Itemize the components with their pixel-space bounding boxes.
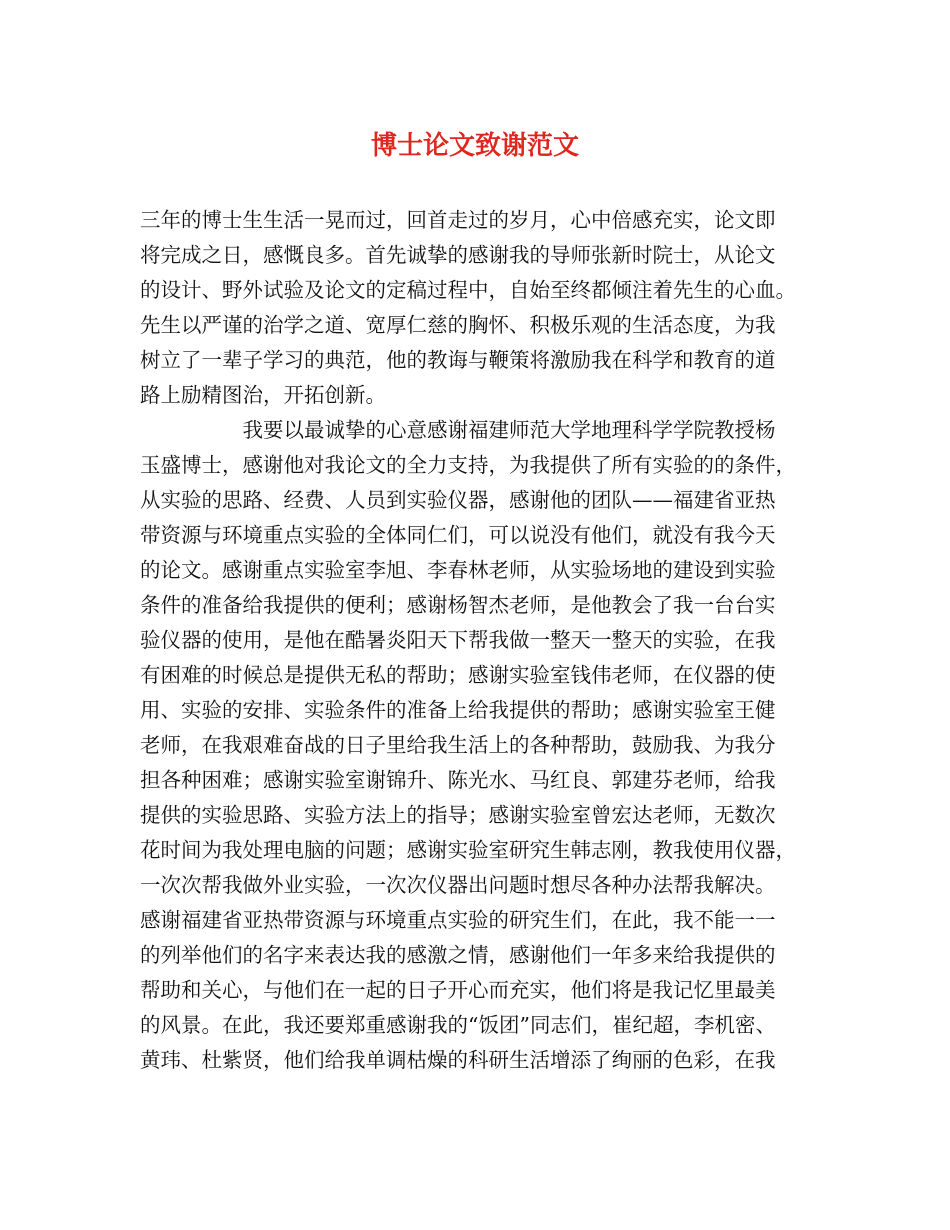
body-line: 感谢福建省亚热带资源与环境重点实验的研究生们，在此，我不能一一 bbox=[140, 908, 776, 932]
body-line: 花时间为我处理电脑的问题；感谢实验室研究生韩志刚，教我使用仪器， bbox=[140, 838, 796, 862]
body-line: 的设计、野外试验及论文的定稿过程中，自始至终都倾注着先生的心血。 bbox=[140, 278, 796, 302]
body-line: 玉盛博士，感谢他对我论文的全力支持，为我提供了所有实验的的条件， bbox=[140, 453, 796, 477]
body-line: 的列举他们的名字来表达我的感激之情，感谢他们一年多来给我提供的 bbox=[140, 943, 776, 967]
body-line: 验仪器的使用，是他在酷暑炎阳天下帮我做一整天一整天的实验，在我 bbox=[140, 628, 776, 652]
body-line: 先生以严谨的治学之道、宽厚仁慈的胸怀、积极乐观的生活态度，为我 bbox=[140, 313, 776, 337]
body-line: 三年的博士生生活一晃而过，回首走过的岁月，心中倍感充实，论文即 bbox=[140, 208, 776, 232]
body-line: 将完成之日，感慨良多。首先诚挚的感谢我的导师张新时院士，从论文 bbox=[140, 243, 776, 267]
body-line: 条件的准备给我提供的便利；感谢杨智杰老师，是他教会了我一台台实 bbox=[140, 593, 776, 617]
body-line: 老师，在我艰难奋战的日子里给我生活上的各种帮助，鼓励我、为我分 bbox=[140, 733, 776, 757]
document-title: 博士论文致谢范文 bbox=[370, 131, 579, 161]
body-line: 帮助和关心，与他们在一起的日子开心而充实，他们将是我记忆里最美 bbox=[140, 978, 776, 1002]
body-line: 一次次帮我做外业实验，一次次仪器出问题时想尽各种办法帮我解决。 bbox=[140, 873, 776, 897]
body-line: 的风景。在此，我还要郑重感谢我的“饭团”同志们，崔纪超，李机密、 bbox=[140, 1013, 776, 1037]
body-line: 的论文。感谢重点实验室李旭、李春林老师，从实验场地的建设到实验 bbox=[140, 558, 776, 582]
body-line: 黄玮、杜紫贤，他们给我单调枯燥的科研生活增添了绚丽的色彩，在我 bbox=[140, 1048, 776, 1072]
body-line: 提供的实验思路、实验方法上的指导；感谢实验室曾宏达老师，无数次 bbox=[140, 803, 776, 827]
body-line: 有困难的时候总是提供无私的帮助；感谢实验室钱伟老师，在仪器的使 bbox=[140, 663, 776, 687]
body-line: 路上励精图治，开拓创新。 bbox=[140, 383, 386, 407]
body-line: 用、实验的安排、实验条件的准备上给我提供的帮助；感谢实验室王健 bbox=[140, 698, 776, 722]
document-body bbox=[140, 203, 820, 1078]
body-line: 树立了一辈子学习的典范，他的教诲与鞭策将激励我在科学和教育的道 bbox=[140, 348, 776, 372]
body-line: 我要以最诚挚的心意感谢福建师范大学地理科学学院教授杨 bbox=[140, 418, 776, 442]
body-line: 担各种困难；感谢实验室谢锦升、陈光水、马红良、郭建芬老师，给我 bbox=[140, 768, 776, 792]
body-line: 带资源与环境重点实验的全体同仁们，可以说没有他们，就没有我今天 bbox=[140, 523, 776, 547]
body-line: 从实验的思路、经费、人员到实验仪器，感谢他的团队——福建省亚热 bbox=[140, 488, 776, 512]
